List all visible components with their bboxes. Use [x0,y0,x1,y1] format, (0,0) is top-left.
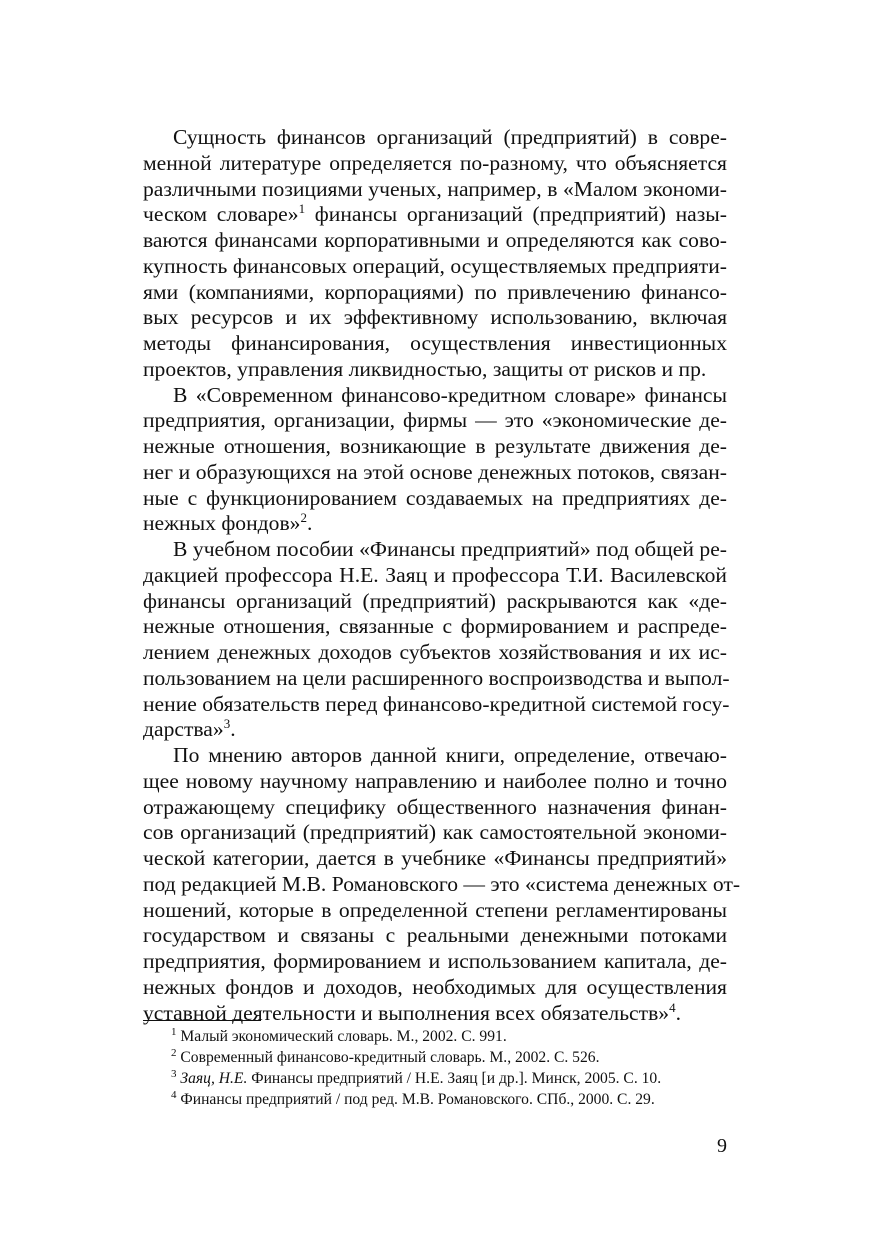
page-number: 9 [717,1135,727,1157]
footnote: $^4$ Финансы предприятий / под ред. М.В. Романовского. СПб., 2000. С. 29. [171,1089,655,1108]
text-line: По мнению авторов данной книги, определение, отвечаю- [173,743,727,767]
text-line: отражающему специфику общественного назначения финан- [143,794,727,819]
text-line: ческой категории, дается в учебнике «Финансы предприятий» [143,846,727,870]
text-line: нение обязательств перед финансово-кредитной системой госу- [143,691,730,716]
text-line: проектов, управления ликвидностью, защиты от рисков и пр. [143,356,707,381]
text-line: ношений, которые в определенной степени регламентированы [143,897,727,922]
text-line: ческом словаре»$^1$ финансы организаций (предприятий) назы- [143,201,727,227]
text-line: ные с функционированием создаваемых на предприятиях де- [143,485,727,510]
footnote: $^2$ Современный финансово-кредитный словарь. М., 2002. С. 526. [171,1047,600,1066]
footnote-ref: 1 [298,201,306,217]
footnote: $^1$ Малый экономический словарь. М., 2002. С. 991. [171,1026,507,1045]
text-line: под редакцией М.В. Романовского — это «система денежных от- [143,871,741,896]
text-line: предприятия, формированием и использованием капитала, де- [143,949,727,973]
text-line: финансы организаций (предприятий) раскрываются как «де- [143,588,727,613]
text-line: нежные отношения, связанные с формированием и распреде- [143,614,727,639]
footnote-ref: 3 [223,716,231,732]
text-line: ями (компаниями, корпорациями) по привлечению финансо- [143,279,727,304]
text-line: методы финансирования, осуществления инвестиционных [143,331,727,355]
text-line: предприятия, организации, фирмы — это «экономические де- [143,408,727,433]
text-line: вых ресурсов и их эффективному использованию, включая [143,305,727,330]
footnote-separator [143,1020,261,1021]
text-line: различными позициями ученых, например, в «Малом экономи- [143,176,727,201]
text-line: государством и связаны с реальными денежными потоками [143,923,727,948]
text-line: ваются финансами корпоративными и определяются как сово- [143,228,727,252]
text-line: пользованием на цели расширенного воспроизводства и выпол- [143,665,730,690]
text-line: нежных фондов»$^2$. [143,510,313,536]
text-line: нежные отношения, возникающие в результате движения де- [143,434,727,458]
text-line: дарства»$^3$. [143,716,236,742]
text-line: уставной деятельности и выполнения всех обязательств»$^4$. [143,999,681,1025]
text-line: В учебном пособии «Финансы предприятий» под общей ре- [173,537,727,561]
text-line: В «Современном финансово-кредитном словаре» финансы [173,382,727,407]
text-line: Сущность финансов организаций (предприятий) в совре- [173,125,727,149]
text-line: лением денежных доходов субъектов хозяйствования и их ис- [143,640,727,664]
text-line: дакцией профессора Н.Е. Заяц и профессора Т.И. Василевской [143,562,727,587]
text-line: щее новому научному направлению и наиболее полно и точно [143,768,727,793]
text-line: купность финансовых операций, осуществляемых предприяти- [143,253,727,278]
footnote-ref: 2 [300,510,307,526]
text-line: сов организаций (предприятий) как самостоятельной экономи- [143,820,727,845]
footnote-ref: 4 [669,999,676,1015]
text-line: менной литературе определяется по-разному, что объясняется [143,150,727,175]
footnote: $^3$ Заяц, Н.Е. Финансы предприятий / Н.Е. Заяц [и др.]. Минск, 2005. С. 10. [171,1068,662,1087]
text-line: нег и образующихся на этой основе денежных потоков, связан- [143,459,727,484]
text-line: нежных фондов и доходов, необходимых для осуществления [143,974,727,999]
